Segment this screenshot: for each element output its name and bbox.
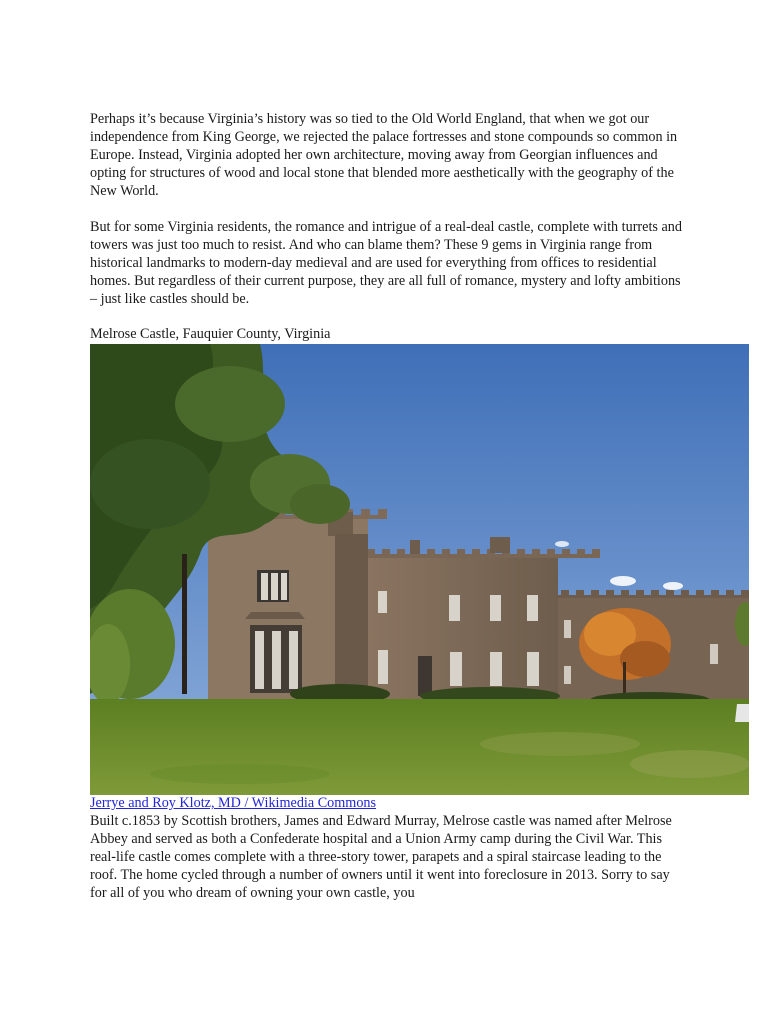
castle-photo [90,344,749,795]
section-title: Melrose Castle, Fauquier County, Virginia [90,326,331,342]
intro-paragraph: Perhaps it’s because Virginia’s history was so tied to the Old World England, that when we got our independence from King George, we rejected the palace fortresses and stone compounds so common in Europe. Instead, Virginia adopted her own architecture, moving away from Georgian influences and opting for structures of wood and local stone that blended more aesthetically with the geography of the New World. [90,111,678,199]
second-paragraph: But for some Virginia residents, the romance and intrigue of a real-deal castle, complete with turrets and towers was just too much to resist. And who can blame them? These 9 gems in Virginia range from historical landmarks to modern-day medieval and are used for everything from offices to residential homes. But regardless of their current purpose, they are all full of romance, mystery and lofty ambitions – just like castles should be. [90,219,682,307]
photo-credit-link[interactable]: Jerrye and Roy Klotz, MD / Wikimedia Commons [90,795,377,811]
castle-description: Built c.1853 by Scottish brothers, James and Edward Murray, Melrose castle was named after Melrose Abbey and served as both a Confederate hospital and a Union Army camp during the Civil War. This real-life castle comes complete with a three-story tower, parapets and a spiral staircase leading to the roof. The home cycled through a number of owners until it went into foreclosure in 2013. Sorry to say for all of you who dream of owning your own castle, you [90,813,672,901]
